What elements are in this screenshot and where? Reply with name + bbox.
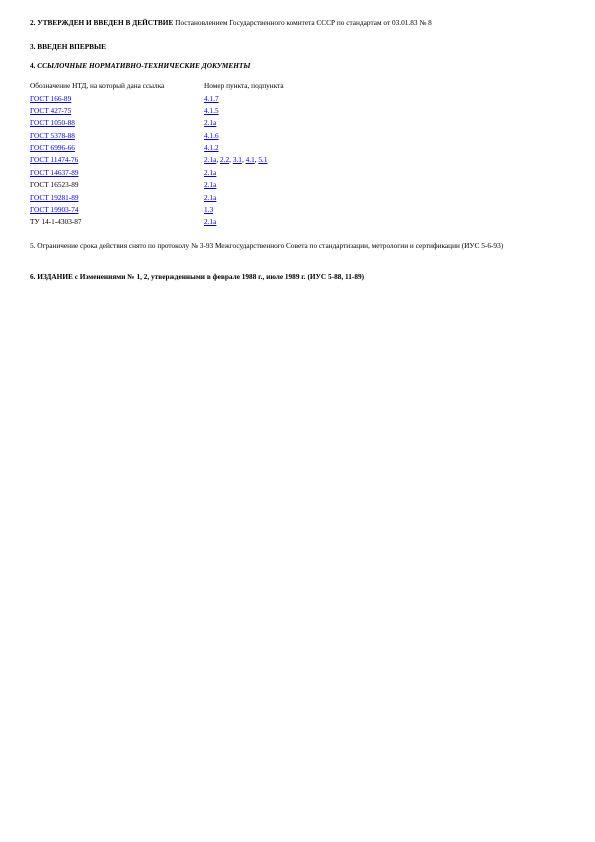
doc-link[interactable]: ГОСТ 6996-66	[30, 143, 75, 153]
doc-link[interactable]: ГОСТ 19903-74	[30, 205, 79, 215]
doc-link[interactable]: ГОСТ 166-89	[30, 93, 72, 103]
doc-text: ТУ 14-1-4303-87	[30, 217, 82, 227]
point-link[interactable]: 4.1.2	[204, 143, 219, 153]
point-link[interactable]: 4.1	[245, 155, 255, 165]
points-cell	[204, 193, 284, 205]
table-row	[30, 143, 284, 155]
point-link[interactable]: 2.1а	[204, 192, 217, 202]
table-row	[30, 205, 284, 217]
table-row	[30, 217, 284, 229]
item-4-heading: ССЫЛОЧНЫЕ НОРМАТИВНО-ТЕХНИЧЕСКИЕ ДОКУМЕНТЫ	[37, 61, 251, 70]
doc-cell	[30, 131, 204, 143]
point-link[interactable]: 5.1	[258, 155, 268, 165]
table-header-row	[30, 81, 284, 94]
points-cell	[204, 131, 284, 143]
table-row	[30, 94, 284, 106]
point-link[interactable]: 2.1а	[204, 217, 217, 227]
doc-cell	[30, 118, 204, 130]
item-4	[30, 61, 565, 70]
doc-cell	[30, 143, 204, 155]
table-row	[30, 118, 284, 130]
item-4-prefix: 4.	[30, 61, 38, 70]
item-5: 5. Ограничение срока действия снято по протоколу № 3-93 Межгосударственного Совета по стандартизации, метрологии и сертификации (ИУС 5-6-93)	[30, 241, 504, 250]
doc-link[interactable]: ГОСТ 11474-76	[30, 155, 79, 165]
points-cell	[204, 143, 284, 155]
doc-cell	[30, 193, 204, 205]
point-link[interactable]: 2.2	[220, 155, 230, 165]
table-row	[30, 106, 284, 118]
points-cell	[204, 118, 284, 130]
doc-link[interactable]: ГОСТ 5378-88	[30, 130, 75, 140]
item-6: 6. ИЗДАНИЕ с Изменениями № 1, 2, утвержденными в феврале 1988 г., июле 1989 г. (ИУС 5-88, 11-89)	[30, 272, 365, 281]
table-row	[30, 193, 284, 205]
points-cell	[204, 180, 284, 192]
point-link[interactable]: 2.1а	[204, 180, 217, 190]
table-row	[30, 155, 284, 167]
table-body	[30, 94, 284, 230]
doc-text: ГОСТ 16523-89	[30, 180, 79, 190]
table-row	[30, 168, 284, 180]
point-link[interactable]: 1.3	[204, 205, 214, 215]
doc-cell	[30, 106, 204, 118]
header-doc: Обозначение НТД, на который дана ссылка	[30, 81, 165, 90]
item-2	[30, 18, 565, 27]
doc-cell	[30, 94, 204, 106]
doc-cell	[30, 180, 204, 192]
header-points: Номер пункта, подпункта	[204, 81, 284, 90]
points-cell	[204, 168, 284, 180]
point-link[interactable]: 4.1.6	[204, 130, 219, 140]
points-cell	[204, 205, 284, 217]
points-cell: 2.1а, 2.2, 3.1, 4.1, 5.1	[204, 155, 268, 165]
point-link[interactable]: 3.1	[232, 155, 242, 165]
point-link[interactable]: 2.1а	[204, 167, 217, 177]
point-link[interactable]: 4.1.5	[204, 105, 219, 115]
points-cell	[204, 217, 284, 229]
item-2-text: Постановлением Государственного комитета СССР по стандартам от 03.01.83 № 8	[173, 18, 432, 27]
doc-cell	[30, 168, 204, 180]
doc-link[interactable]: ГОСТ 427-75	[30, 105, 72, 115]
doc-cell	[30, 217, 204, 229]
table-row	[30, 180, 284, 192]
doc-link[interactable]: ГОСТ 19281-89	[30, 192, 79, 202]
point-link[interactable]: 4.1.7	[204, 93, 219, 103]
references-table	[30, 81, 284, 230]
points-cell	[204, 106, 284, 118]
doc-link[interactable]: ГОСТ 14637-89	[30, 167, 79, 177]
item-3: 3. ВВЕДЕН ВПЕРВЫЕ	[30, 42, 107, 51]
point-link[interactable]: 2.1а	[204, 118, 217, 128]
doc-cell	[30, 205, 204, 217]
doc-link[interactable]: ГОСТ 1050-88	[30, 118, 75, 128]
doc-cell	[30, 155, 204, 167]
point-link[interactable]: 2.1а	[204, 155, 217, 165]
points-cell	[204, 94, 284, 106]
table-row	[30, 131, 284, 143]
item-2-label: 2. УТВЕРЖДЕН И ВВЕДЕН В ДЕЙСТВИЕ	[30, 18, 174, 27]
